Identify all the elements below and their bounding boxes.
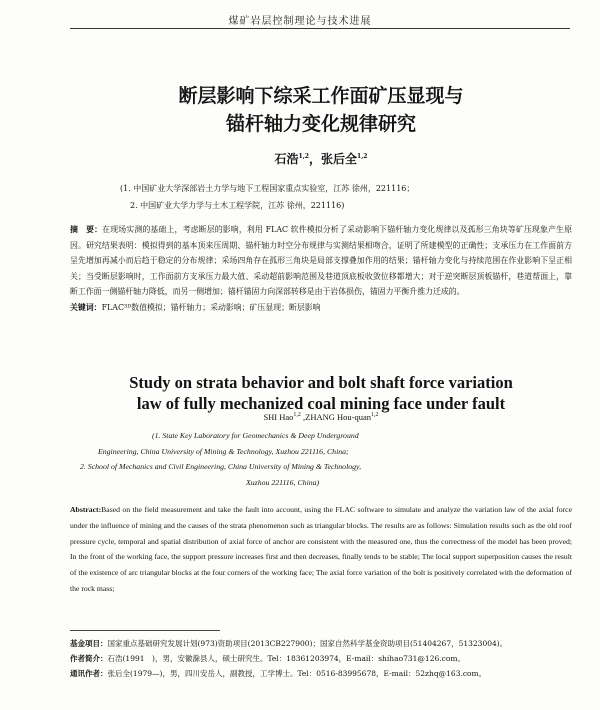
cn-title [70, 82, 572, 138]
footnote-corresponding [70, 666, 572, 681]
en-author-1-marks: 1,2 [293, 412, 301, 419]
en-affiliation-line-4: Xuzhou 221116, China) [246, 477, 320, 487]
en-authors [70, 412, 572, 422]
footnote-funding-label: 基金项目： [70, 639, 108, 648]
cn-author-1-marks: 1,2 [298, 153, 309, 160]
cn-keywords-text: FLAC³ᴰ数值模拟；锚杆轴力；采动影响；矿压显现；断层影响 [101, 302, 321, 312]
running-header: 煤矿岩层控制理论与技术进展 [228, 16, 372, 27]
cn-title-line-2: 锚杆轴力变化规律研究 [225, 113, 416, 135]
en-abstract-label: Abstract: [70, 505, 102, 514]
en-abstract [70, 502, 572, 597]
cn-abstract [70, 222, 572, 316]
header-rule [70, 28, 570, 29]
en-author-1: SHI Hao [263, 412, 294, 422]
en-affiliations [70, 428, 572, 490]
en-author-2-marks: 1,2 [371, 412, 379, 419]
en-author-2: ZHANG Hou-quan [305, 412, 372, 422]
cn-affiliations [120, 180, 572, 214]
footnotes [70, 636, 572, 681]
en-affiliation-line-3: 2. School of Mechanics and Civil Engineering, China University of Mining & Technology, [80, 462, 362, 471]
cn-abstract-text: 在现场实测的基础上，考虑断层的影响，利用 FLAC 软件模拟分析了采动影响下锚杆轴力变化规律以及孤形三角块等矿压现象产生原因。研究结果表明：模拟得到的基本顶来压周期、锚杆轴力时空分布规律与实测结果相吻合，证明了所建模型的正确性；支承压力在工作面前方呈先增加再减小而后趋于稳定的分布规律；采场四角存在孤形三角块是局部支撑叠加作用的结果；锚杆轴力变化与持续范围在作业影响下呈正相关；当受断层影响时，工作面前方支承压力最大值、采动超前影响范围及巷道顶底板收敛位移都增大；对于逆突断层顶板锚杆，巷道帮面上，靠断工作面一侧锚杆轴力降低，而另一侧增加；锚杆锚固力向深部转移是由于岩体损伤，锚固力平衡升推力迁成的。 [70, 225, 572, 297]
cn-affiliation-1: (1. 中国矿业大学深部岩土力学与地下工程国家重点实验室，江苏 徐州，221116； [120, 184, 415, 193]
en-title-line-1: Study on strata behavior and bolt shaft force variation [129, 373, 513, 392]
en-title-line-2: law of fully mechanized coal mining face under fault [136, 394, 506, 413]
footnote-author-bio-text: 石浩(1991 )，男，安徽滁县人，硕士研究生。Tel：18361203974，E-mail：shihao731@126.com。 [107, 654, 465, 663]
cn-affiliation-2: 2. 中国矿业大学力学与土木工程学院，江苏 徐州，221116) [130, 201, 345, 210]
footnote-rule [70, 630, 220, 631]
en-affiliation-line-1: (1. State Key Laboratory for Geomechanics & Deep Underground [152, 431, 359, 440]
en-title [70, 372, 572, 414]
cn-title-line-1: 断层影响下综采工作面矿压显现与 [178, 85, 464, 107]
cn-abstract-label: 摘 要： [70, 225, 103, 234]
footnote-author-bio [70, 651, 572, 666]
footnote-author-bio-label: 作者简介： [70, 654, 108, 663]
cn-author-2: 张后全 [321, 152, 358, 166]
en-author-separator: , [300, 412, 306, 422]
footnote-funding [70, 636, 572, 651]
cn-author-separator: ， [308, 152, 321, 166]
cn-author-1: 石浩 [274, 152, 299, 166]
footnote-corresponding-text: 张后全(1979—)，男，四川安岳人，副教授，工学博士。Tel：0516-83995678，E-mail：52zhq@163.com。 [107, 669, 487, 678]
en-affiliation-line-2: Engineering, China University of Mining & Technology, Xuzhou 221116, China; [98, 446, 349, 456]
footnote-corresponding-label: 通讯作者： [70, 669, 108, 678]
footnote-funding-text: 国家重点基础研究发展计划(973)资助项目(2013CB227900)；国家自然科学基金资助项目(51404267，51323004)。 [107, 639, 508, 648]
cn-authors [70, 150, 572, 167]
en-abstract-text: Based on the field measurement and take the fault into account, using the FLAC software to simulate and analyze the variation law of the axial force under the influence of mining and the causes of the strata phenomenon such as triangular blocks. The results are as follows: Simulation results such as the old roof pressure cycle, temporal and spatial distribution of axial force of anchor are consistent with the measured one, thus the correctness of the model has been proved; In the front of the working face, the support pressure increases first and then decreases, finally tends to be stable; The local support superposition causes the result of the existence of arc triangular blocks at the four corners of the working face; The axial force variation of the bolt is positively correlated with the deformation of the rock mass; [70, 505, 572, 593]
cn-keywords-label: 关键词： [70, 302, 102, 312]
cn-author-2-marks: 1,2 [357, 153, 368, 160]
